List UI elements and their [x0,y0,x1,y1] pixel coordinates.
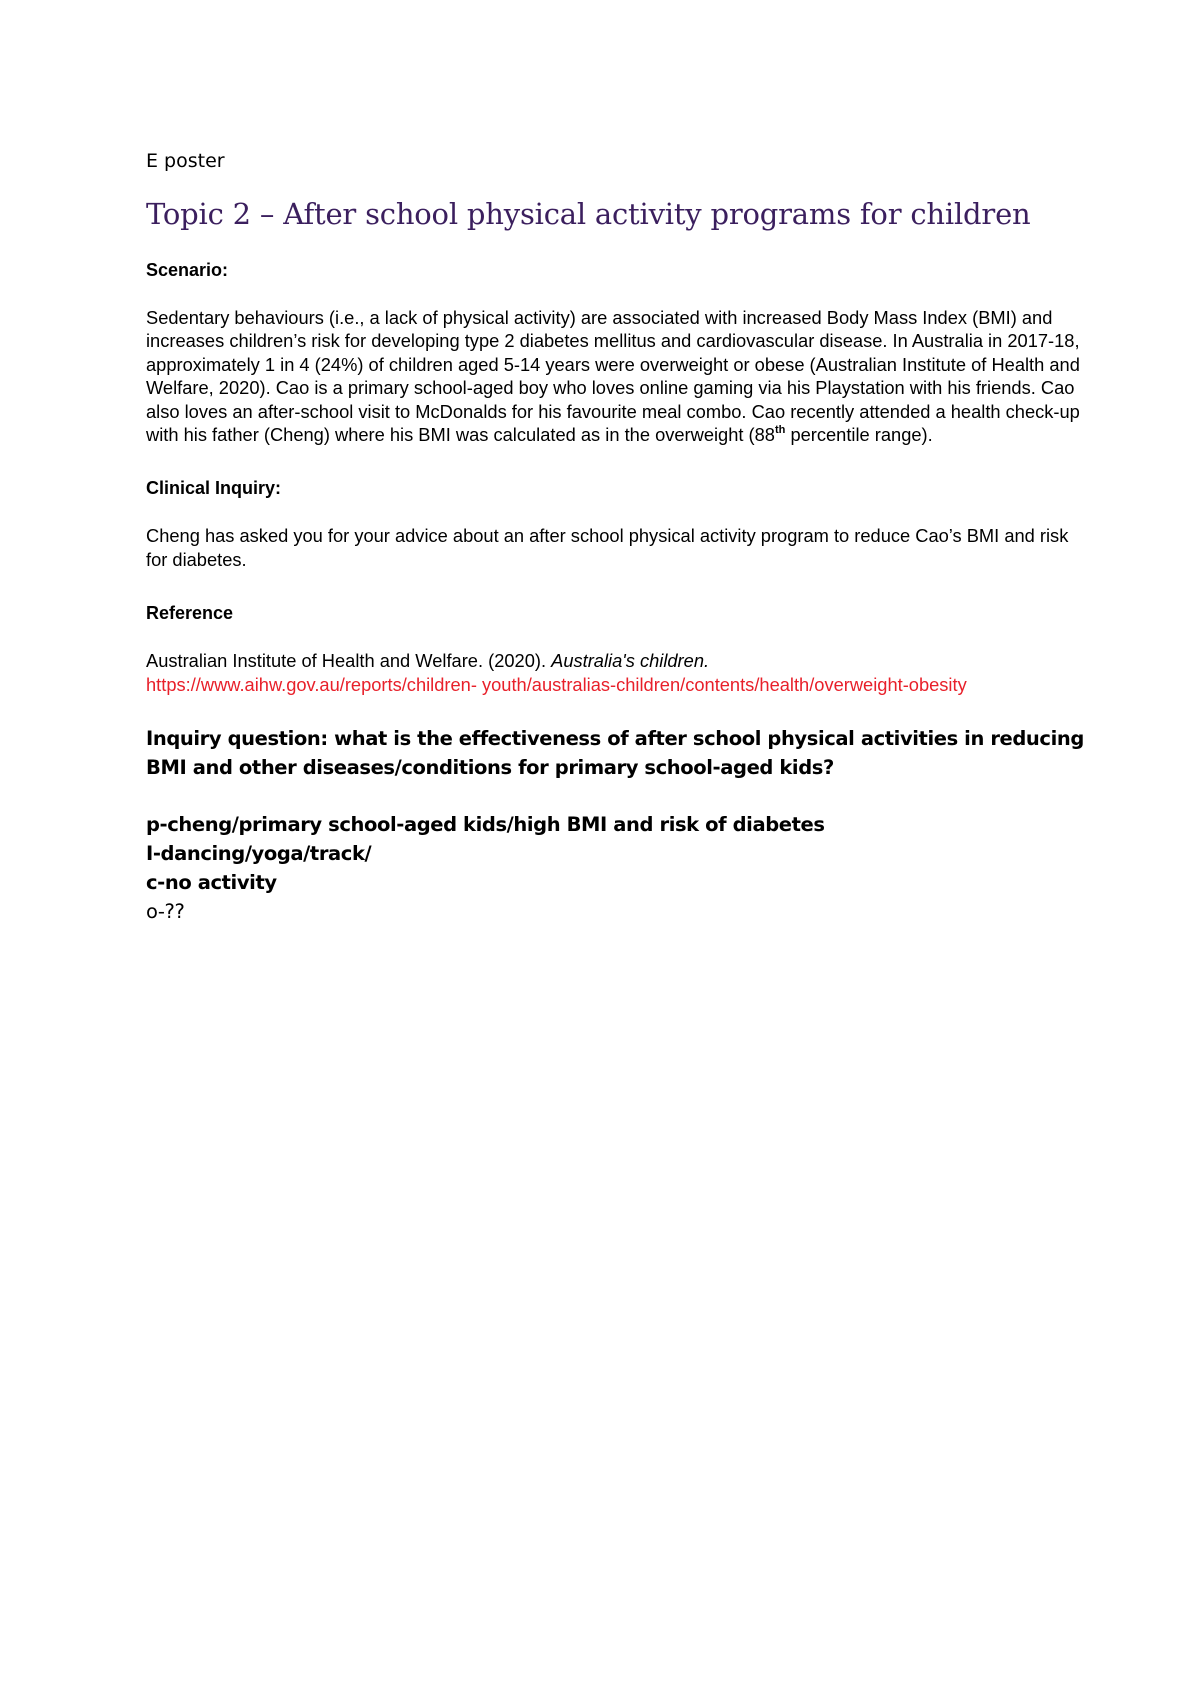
pico-list [146,810,1086,926]
reference-heading: Reference [146,603,234,624]
reference-title: Australia's children. [551,650,710,672]
clinical-inquiry-text: Cheng has asked you for your advice about an after school physical activity program to reduce Cao’s BMI and risk for diabetes. [146,525,1069,570]
pico-comparison: c-no activity [146,871,277,895]
scenario-heading: Scenario: [146,260,229,280]
topic-title: Topic 2 – After school physical activity programs for children [146,197,1031,231]
reference-link[interactable]: https://www.aihw.gov.au/reports/children- youth/australias-children/contents/health/overweight-obesity [146,673,967,695]
reference-author: Australian Institute of Health and Welfare. (2020). [146,650,552,672]
scenario-paragraph [146,306,1086,446]
eposter-label: E poster [146,150,225,172]
inquiry-question: Inquiry question: what is the effectiveness of after school physical activities in reducing BMI and other diseases/conditions for primary school-aged kids? [146,727,1084,780]
scenario-text-end: percentile range). [785,424,933,446]
reference-entry [146,649,1086,696]
clinical-inquiry-heading: Clinical Inquiry: [146,478,282,499]
scenario-superscript: th [774,423,786,436]
pico-outcome: o-?? [146,900,185,924]
scenario-text: Sedentary behaviours (i.e., a lack of physical activity) are associated with increased Body Mass Index (BMI) and increases children’s risk for developing type 2 diabetes mellitus and cardiovascular disease. In Australia in 2017-18, approximately 1 in 4 (24%) of children aged 5-14 years were overweight or obese (Australian Institute of Health and Welfare, 2020). Cao is a primary school-aged boy who loves online gaming via his Playstation with his friends. Cao also loves an after-school visit to McDonalds for his favourite meal combo. Cao recently attended a health check-up with his father (Cheng) where his BMI was calculated as in the overweight (88 [146,307,1080,446]
pico-intervention: I-dancing/yoga/track/ [146,842,372,866]
document-content [146,148,1086,926]
pico-population: p-cheng/primary school-aged kids/high BMI and risk of diabetes [146,813,825,837]
